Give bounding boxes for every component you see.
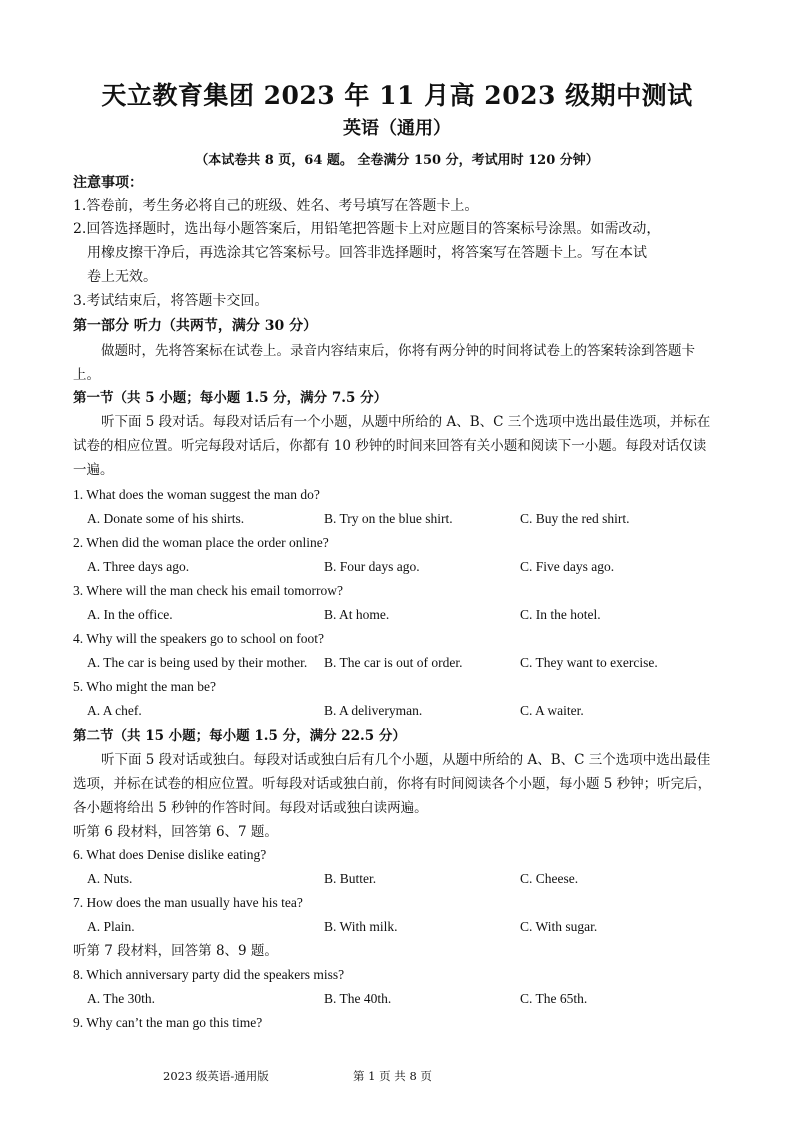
q2-option-b: B. Four days ago. [324, 559, 420, 574]
part1-intro-line-2: 上。 [73, 367, 100, 383]
section2-intro-line-1: 听下面 5 段对话或独白。每段对话或独白后有几个小题，从题中所给的 A、B、C 三个选项中选出最佳 [101, 752, 711, 768]
q4-option-c: C. They want to exercise. [520, 655, 658, 670]
section1-intro-line-1: 听下面 5 段对话。每段对话后有一个小题，从题中所给的 A、B、C 三个选项中选出最佳选项，并标在 [101, 414, 711, 430]
question-2: 2. When did the woman place the order online? [73, 535, 329, 550]
material-6-instruction: 听第 6 段材料，回答第 6、7 题。 [73, 824, 278, 840]
section1-intro-line-2: 试卷的相应位置。听完每段对话后，你都有 10 秒钟的时间来回答有关小题和阅读下一小题。每段对话仅读 [73, 438, 707, 454]
footer-page-number: 第 1 页 共 8 页 [353, 1069, 432, 1083]
q1-option-b: B. Try on the blue shirt. [324, 511, 453, 526]
q4-option-b: B. The car is out of order. [324, 655, 463, 670]
section2-intro-line-3: 各小题将给出 5 秒钟的作答时间。每段对话或独白读两遍。 [73, 800, 428, 816]
section2-heading: 第二节（共 15 小题；每小题 1.5 分，满分 22.5 分） [73, 728, 406, 744]
q2-option-c: C. Five days ago. [520, 559, 615, 574]
exam-subtitle: 英语（通用） [343, 118, 451, 139]
q6-option-c: C. Cheese. [520, 871, 579, 886]
note-2-line-3: 卷上无效。 [87, 269, 157, 285]
q2-option-a: A. Three days ago. [87, 559, 190, 574]
section2-intro-line-2: 选项，并标在试卷的相应位置。听每段对话或独白前，你将有时间阅读各个小题，每小题 5 秒钟；听完后， [73, 776, 712, 792]
question-6: 6. What does Denise dislike eating? [73, 847, 267, 862]
material-7-instruction: 听第 7 段材料，回答第 8、9 题。 [73, 943, 278, 959]
q5-option-b: B. A deliveryman. [324, 703, 423, 718]
q7-option-c: C. With sugar. [520, 919, 598, 934]
q6-option-b: B. Butter. [324, 871, 377, 886]
q7-option-b: B. With milk. [324, 919, 398, 934]
q6-option-a: A. Nuts. [87, 871, 133, 886]
note-2-line-2: 用橡皮擦干净后，再选涂其它答案标号。回答非选择题时，将答案写在答题卡上。写在本试 [87, 245, 647, 261]
note-3: 3.考试结束后，将答题卡交回。 [73, 293, 269, 309]
q3-option-a: A. In the office. [87, 607, 173, 622]
q8-option-c: C. The 65th. [520, 991, 588, 1006]
q3-option-c: C. In the hotel. [520, 607, 601, 622]
q1-option-a: A. Donate some of his shirts. [87, 511, 245, 526]
notes-heading: 注意事项： [73, 175, 143, 191]
section1-heading: 第一节（共 5 小题；每小题 1.5 分，满分 7.5 分） [73, 390, 388, 406]
q5-option-a: A. A chef. [87, 703, 142, 718]
question-1: 1. What does the woman suggest the man do? [73, 487, 320, 502]
section1-intro-line-3: 一遍。 [73, 462, 114, 478]
question-8: 8. Which anniversary party did the speakers miss? [73, 967, 345, 982]
exam-title: 天立教育集团 2023 年 11 月高 2023 级期中测试 [101, 81, 693, 110]
exam-info: （本试卷共 8 页，64 题。 全卷满分 150 分，考试用时 120 分钟） [195, 153, 599, 168]
part1-intro-line-1: 做题时，先将答案标在试卷上。录音内容结束后，你将有两分钟的时间将试卷上的答案转涂到答题卡 [101, 343, 695, 359]
q1-option-c: C. Buy the red shirt. [520, 511, 630, 526]
note-1: 1.答卷前，考生务必将自己的班级、姓名、考号填写在答题卡上。 [73, 198, 479, 214]
q7-option-a: A. Plain. [87, 919, 135, 934]
question-4: 4. Why will the speakers go to school on foot? [73, 631, 324, 646]
q4-option-a: A. The car is being used by their mother. [87, 655, 308, 670]
q3-option-b: B. At home. [324, 607, 390, 622]
question-9: 9. Why can’t the man go this time? [73, 1015, 263, 1030]
q8-option-b: B. The 40th. [324, 991, 392, 1006]
q8-option-a: A. The 30th. [87, 991, 155, 1006]
q5-option-c: C. A waiter. [520, 703, 584, 718]
question-5: 5. Who might the man be? [73, 679, 216, 694]
footer-edition: 2023 级英语-通用版 [163, 1069, 269, 1083]
question-7: 7. How does the man usually have his tea? [73, 895, 303, 910]
note-2-line-1: 2.回答选择题时，选出每小题答案后，用铅笔把答题卡上对应题目的答案标号涂黑。如需改动， [73, 221, 661, 237]
question-3: 3. Where will the man check his email tomorrow? [73, 583, 344, 598]
part1-heading: 第一部分 听力（共两节，满分 30 分） [73, 318, 318, 334]
